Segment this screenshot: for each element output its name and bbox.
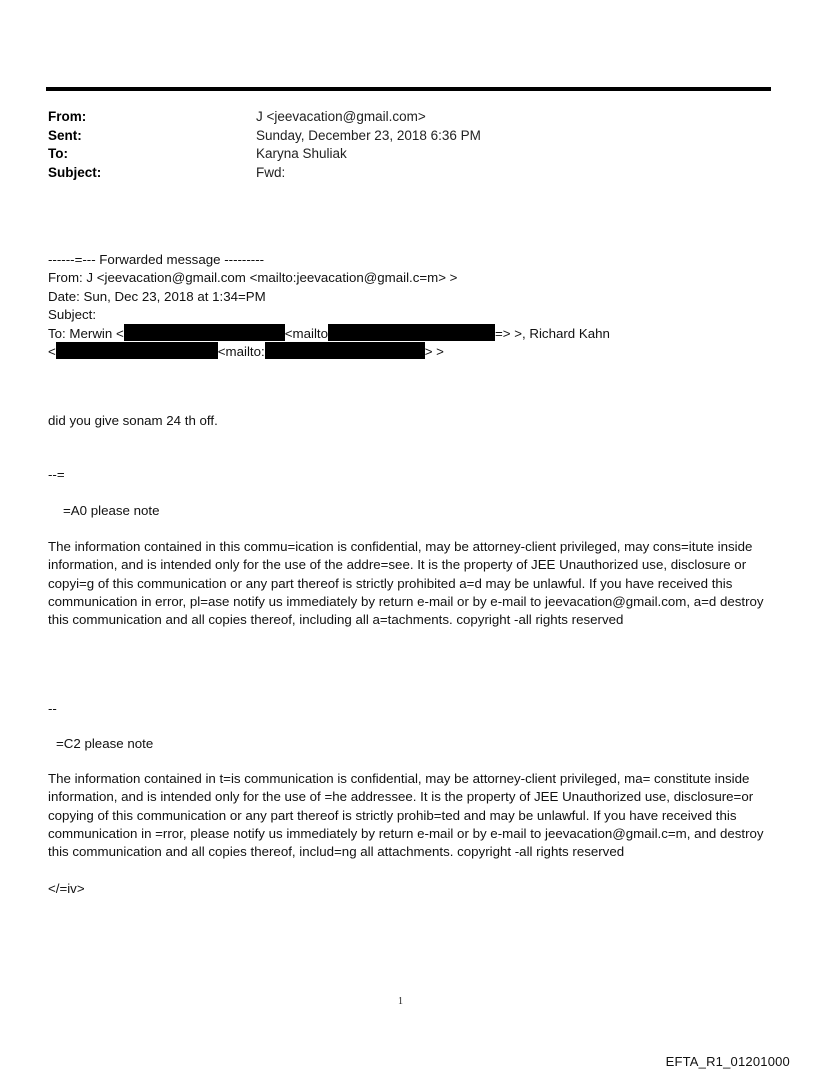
to-row bbox=[48, 145, 748, 164]
to-mailto: <mailto bbox=[284, 326, 328, 342]
subject-label: Subject: bbox=[48, 164, 102, 180]
sent-row bbox=[48, 127, 748, 146]
signature2-note: =C2 please note bbox=[56, 736, 154, 751]
redaction-box bbox=[328, 324, 495, 341]
redaction-box bbox=[265, 342, 425, 359]
signature2-disclaimer: The information contained in t=is communication is confidential, may be attorney-client privileged, ma= constitute inside information, and is intended only for the use of =he addressee. It is the property of JEE Unauthorized use, disclosure=or copying of this communication or any part thereof is strictly prohib=ted and may be unlawful. If you have received this communication in =rror, please notify us immediately by return e-mail or by e-mail to jeevacation@gmail.c=m, and destroy this communication and all copies thereof, includ=ng all attachments. copyright -all rights reserved bbox=[48, 771, 764, 860]
email-header bbox=[48, 108, 748, 182]
from-label: From: bbox=[48, 109, 87, 124]
cc-open: < bbox=[48, 344, 56, 360]
bates-number: EFTA_R1_01201000 bbox=[665, 1054, 790, 1069]
cc-mailto: <mailto: bbox=[217, 344, 265, 360]
forwarded-divider: ------=--- Forwarded message --------- bbox=[48, 252, 265, 267]
to-prefix: To: Merwin < bbox=[48, 326, 124, 342]
signature1-dashes: --= bbox=[48, 467, 65, 482]
redaction-box bbox=[124, 324, 285, 341]
cc-close: > > bbox=[424, 344, 444, 360]
to-label: To: bbox=[48, 146, 68, 161]
forwarded-from: From: J <jeevacation@gmail.com <mailto:jeevacation@gmail.c=m> > bbox=[48, 270, 458, 286]
from-value: J <jeevacation@gmail.com> bbox=[256, 109, 426, 124]
sent-value: Sunday, December 23, 2018 6:36 PM bbox=[256, 127, 481, 143]
subject-row bbox=[48, 164, 748, 183]
forwarded-date: Date: Sun, Dec 23, 2018 at 1:34=PM bbox=[48, 288, 266, 304]
message-body: did you give sonam 24 th off. bbox=[48, 413, 218, 428]
to-mid: => >, Richard Kahn bbox=[494, 326, 610, 342]
subject-value: Fwd: bbox=[256, 164, 286, 180]
from-row bbox=[48, 108, 748, 127]
closing-tag: </=iv> bbox=[48, 881, 85, 896]
header-rule bbox=[46, 87, 771, 91]
signature1-note: =A0 please note bbox=[63, 503, 160, 518]
forwarded-subject: Subject: bbox=[48, 306, 97, 322]
forwarded-cc bbox=[48, 342, 778, 360]
signature2-dashes: -- bbox=[48, 701, 57, 716]
forwarded-to bbox=[48, 324, 778, 342]
forwarded-block bbox=[48, 251, 778, 361]
signature1-disclaimer: The information contained in this commu=ication is confidential, may be attorney-client privileged, may cons=itute inside information, and is intended only for the use of the addre=see. It is the property of JEE Unauthorized use, disclosure or copyi=g of this communication or any part thereof is strictly prohibited a=d may be unlawful. If you have received this communication in error, pl=ase notify us immediately by return e-mail or by e-mail to jeevacation@gmail.com, a=d destroy this communication and all copies thereof, including all a=tachments. copyright -all rights reserved bbox=[48, 539, 764, 628]
to-value: Karyna Shuliak bbox=[256, 146, 347, 161]
page-number: 1 bbox=[398, 996, 403, 1007]
redaction-box bbox=[56, 342, 218, 359]
sent-label: Sent: bbox=[48, 127, 82, 143]
